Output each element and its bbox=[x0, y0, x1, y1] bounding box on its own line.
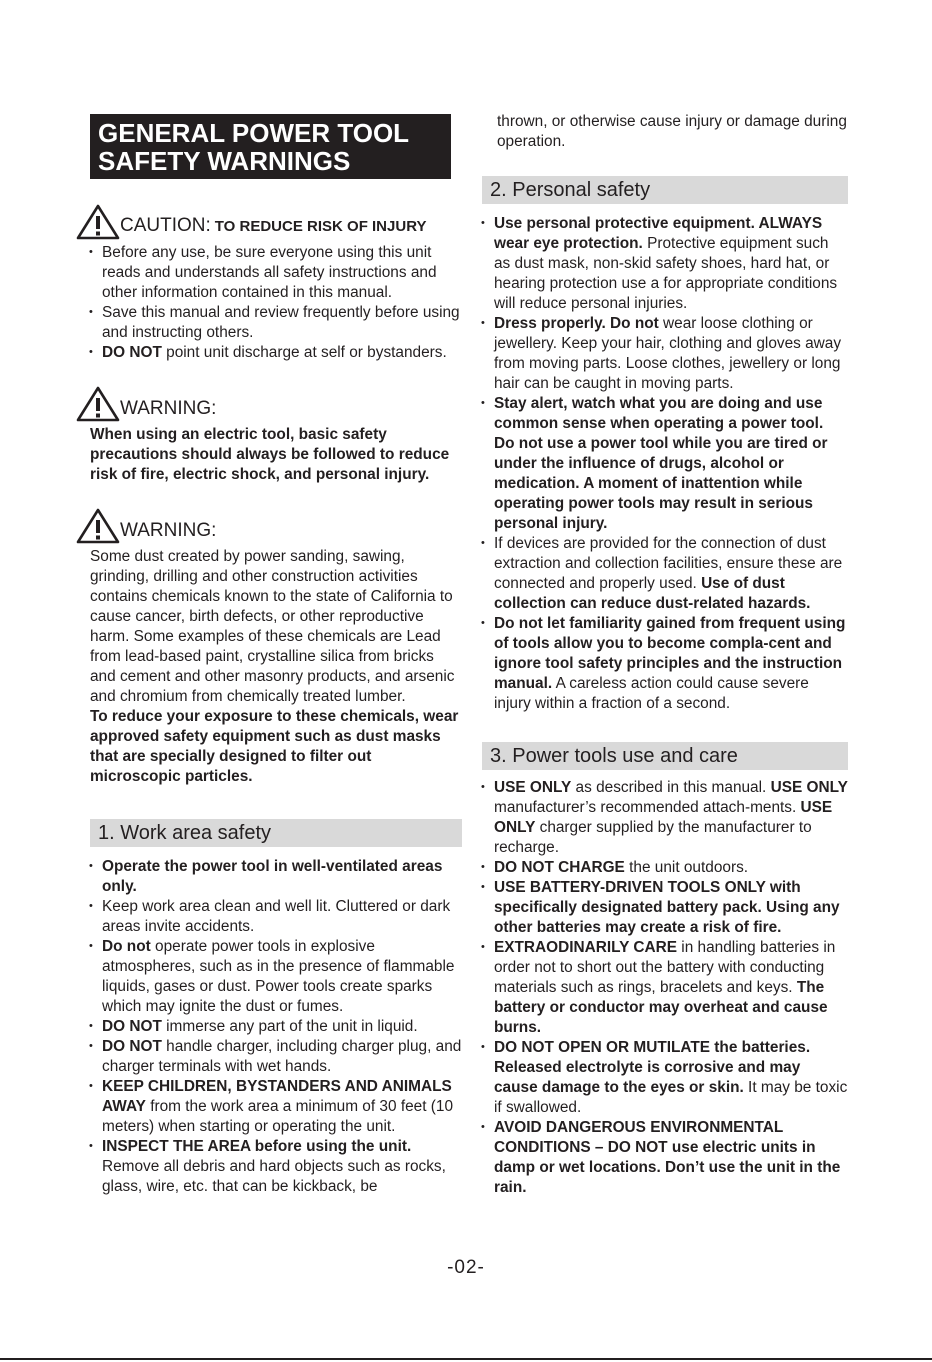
list-item bbox=[90, 343, 462, 363]
body-text: in handling batteries in order not to short out the battery with conducting materials such as rings, bracelets and keys. bbox=[494, 939, 836, 996]
bottom-rule bbox=[0, 1358, 932, 1360]
page-title-line2: SAFETY WARNINGS bbox=[98, 146, 351, 176]
list-item bbox=[482, 1118, 848, 1198]
caution-subtitle: TO REDUCE RISK OF INJURY bbox=[214, 218, 427, 235]
bold-text: Operate the power tool in well-ventilated areas only. bbox=[102, 858, 443, 895]
page-title-line1: GENERAL POWER TOOL bbox=[98, 118, 410, 148]
bold-text: USE ONLY bbox=[494, 799, 833, 836]
body-text: Save this manual and review frequently before using and instructing others. bbox=[102, 304, 460, 341]
bold-text: Use of dust collection can reduce dust-related hazards. bbox=[494, 575, 811, 612]
warning-title-2: WARNING: bbox=[120, 520, 217, 541]
body-text: If devices are provided for the connection of dust extraction and collection facilities, ensure these are connected and properly used. bbox=[494, 535, 843, 592]
bold-text: Dress properly. Do not bbox=[494, 315, 659, 332]
body-text: the unit outdoors. bbox=[624, 859, 749, 876]
body-text: handle charger, including charger plug, and charger terminals with wet hands. bbox=[102, 1038, 462, 1075]
list-item bbox=[482, 214, 848, 314]
body-text: from the work area a minimum of 30 feet (10 meters) when starting or operating the unit. bbox=[102, 1098, 454, 1135]
section-heading-power-tools: 3. Power tools use and care bbox=[482, 742, 848, 770]
bold-text: USE ONLY bbox=[770, 779, 848, 796]
body-text: A careless action could cause severe injury within a fraction of a second. bbox=[494, 675, 809, 712]
caution-label: CAUTION: bbox=[120, 215, 211, 236]
page-title bbox=[90, 114, 451, 179]
list-item bbox=[482, 858, 848, 878]
bold-text: DO NOT bbox=[102, 344, 162, 361]
body-text: charger supplied by the manufacturer to recharge. bbox=[494, 819, 812, 856]
list-item bbox=[482, 938, 848, 1038]
bold-text: Stay alert, watch what you are doing and use common sense when operating a power tool. Do not use a power tool while you are tired or under the influence of drugs, alcohol or medication. A moment of inattention while operating power tools may result in serious personal injury. bbox=[494, 395, 828, 532]
bold-text: DO NOT bbox=[102, 1018, 162, 1035]
section-heading-personal-safety: 2. Personal safety bbox=[482, 176, 848, 204]
list-item bbox=[90, 1017, 462, 1037]
bold-text: Use personal protective equipment. ALWAYS wear eye protection. bbox=[494, 215, 823, 252]
warning-triangle-icon bbox=[76, 385, 120, 423]
bold-text: DO NOT OPEN OR MUTILATE the batteries. Released electrolyte is corrosive and may cause damage to the eyes or skin. bbox=[494, 1039, 811, 1096]
list-item bbox=[90, 1037, 462, 1077]
bold-text: INSPECT THE AREA before using the unit. bbox=[102, 1138, 412, 1155]
body-text: Protective equipment such as dust mask, non-skid safety shoes, hard hat, or hearing protection use a for appropriate conditions will reduce personal injuries. bbox=[494, 235, 838, 312]
warning-header-1 bbox=[90, 385, 462, 423]
body-text: Remove all debris and hard objects such as rocks, glass, wire, etc. that can be kickback, be bbox=[102, 1158, 446, 1195]
bold-text: AVOID DANGEROUS ENVIRONMENTAL CONDITIONS – DO NOT use electric units in damp or wet locations. Don’t use the unit in the rain. bbox=[494, 1119, 841, 1196]
list-item bbox=[90, 897, 462, 937]
body-text: It may be toxic if swallowed. bbox=[494, 1079, 848, 1116]
bold-text: DO NOT CHARGE bbox=[494, 859, 625, 876]
bold-text: USE BATTERY-DRIVEN TOOLS ONLY with specifically designated battery pack. Using any other batteries may create a risk of fire. bbox=[494, 879, 840, 936]
personal-safety-list bbox=[482, 214, 848, 714]
list-item bbox=[90, 937, 462, 1017]
left-column bbox=[90, 114, 462, 1197]
warning-triangle-icon bbox=[76, 203, 120, 241]
bold-text: USE ONLY bbox=[494, 779, 572, 796]
page-number: -02- bbox=[447, 1257, 485, 1278]
warning-title-1: WARNING: bbox=[120, 398, 217, 419]
list-item bbox=[482, 878, 848, 938]
bold-text: DO NOT bbox=[102, 1038, 162, 1055]
bold-text: KEEP CHILDREN, BYSTANDERS AND ANIMALS AWAY bbox=[102, 1078, 452, 1115]
list-item bbox=[90, 1137, 462, 1197]
body-text: operate power tools in explosive atmospheres, such as in the presence of flammable liquids, gases or dust. Power tools create sparks which may ignite the dust or fumes. bbox=[102, 938, 455, 1015]
caution-list bbox=[90, 243, 462, 363]
bold-text: EXTRAODINARILY CARE bbox=[494, 939, 678, 956]
list-item bbox=[482, 394, 848, 534]
section-heading-work-area: 1. Work area safety bbox=[90, 819, 462, 847]
right-column bbox=[482, 112, 848, 1198]
list-item bbox=[90, 243, 462, 303]
list-item bbox=[90, 1077, 462, 1137]
list-item bbox=[90, 303, 462, 343]
list-item bbox=[482, 614, 848, 714]
bold-text: Do not let familiarity gained from frequent using of tools allow you to become compla-cent and ignore tool safety principles and the instruction manual. bbox=[494, 615, 846, 692]
body-text: immerse any part of the unit in liquid. bbox=[161, 1018, 418, 1035]
body-text: Keep work area clean and well lit. Cluttered or dark areas invite accidents. bbox=[102, 898, 451, 935]
body-text: as described in this manual. bbox=[571, 779, 771, 796]
bold-text: The battery or conductor may overheat and cause burns. bbox=[494, 979, 828, 1036]
work-area-list bbox=[90, 857, 462, 1197]
list-item bbox=[482, 778, 848, 858]
list-item bbox=[482, 1038, 848, 1118]
body-text: point unit discharge at self or bystanders. bbox=[161, 344, 447, 361]
warning-text-2-bold: To reduce your exposure to these chemicals, wear approved safety equipment such as dust masks that are specially designed to filter out microscopic particles. bbox=[90, 708, 459, 785]
warning-triangle-icon bbox=[76, 507, 120, 545]
caution-title bbox=[120, 215, 426, 238]
warning-text-2: Some dust created by power sanding, sawing, grinding, drilling and other construction activities contains chemicals known to the state of California to cause cancer, birth defects, or other reproductive harm. Some examples of these chemicals are Lead from lead-based paint, crystalline silica from bricks and cement and other masonry products, and arsenic and chromium from chemically treated lumber. bbox=[90, 548, 455, 705]
power-tools-list bbox=[482, 778, 848, 1198]
list-item bbox=[482, 314, 848, 394]
list-item bbox=[90, 857, 462, 897]
list-item bbox=[482, 534, 848, 614]
body-text: Before any use, be sure everyone using this unit reads and understands all safety instructions and other information contained in this manual. bbox=[102, 244, 437, 301]
body-text: manufacturer’s recommended attach-ments. bbox=[494, 799, 801, 816]
body-text: wear loose clothing or jewellery. Keep your hair, clothing and gloves away from moving parts. Loose clothes, jewellery or long hair can be caught in moving parts. bbox=[494, 315, 842, 392]
work-area-continuation: thrown, or otherwise cause injury or damage during operation. bbox=[497, 113, 847, 150]
caution-header bbox=[90, 203, 462, 241]
warning-text-1: When using an electric tool, basic safety precautions should always be followed to reduce risk of fire, electric shock, and personal injury. bbox=[90, 426, 450, 483]
warning-header-2 bbox=[90, 507, 462, 545]
bold-text: Do not bbox=[102, 938, 151, 955]
